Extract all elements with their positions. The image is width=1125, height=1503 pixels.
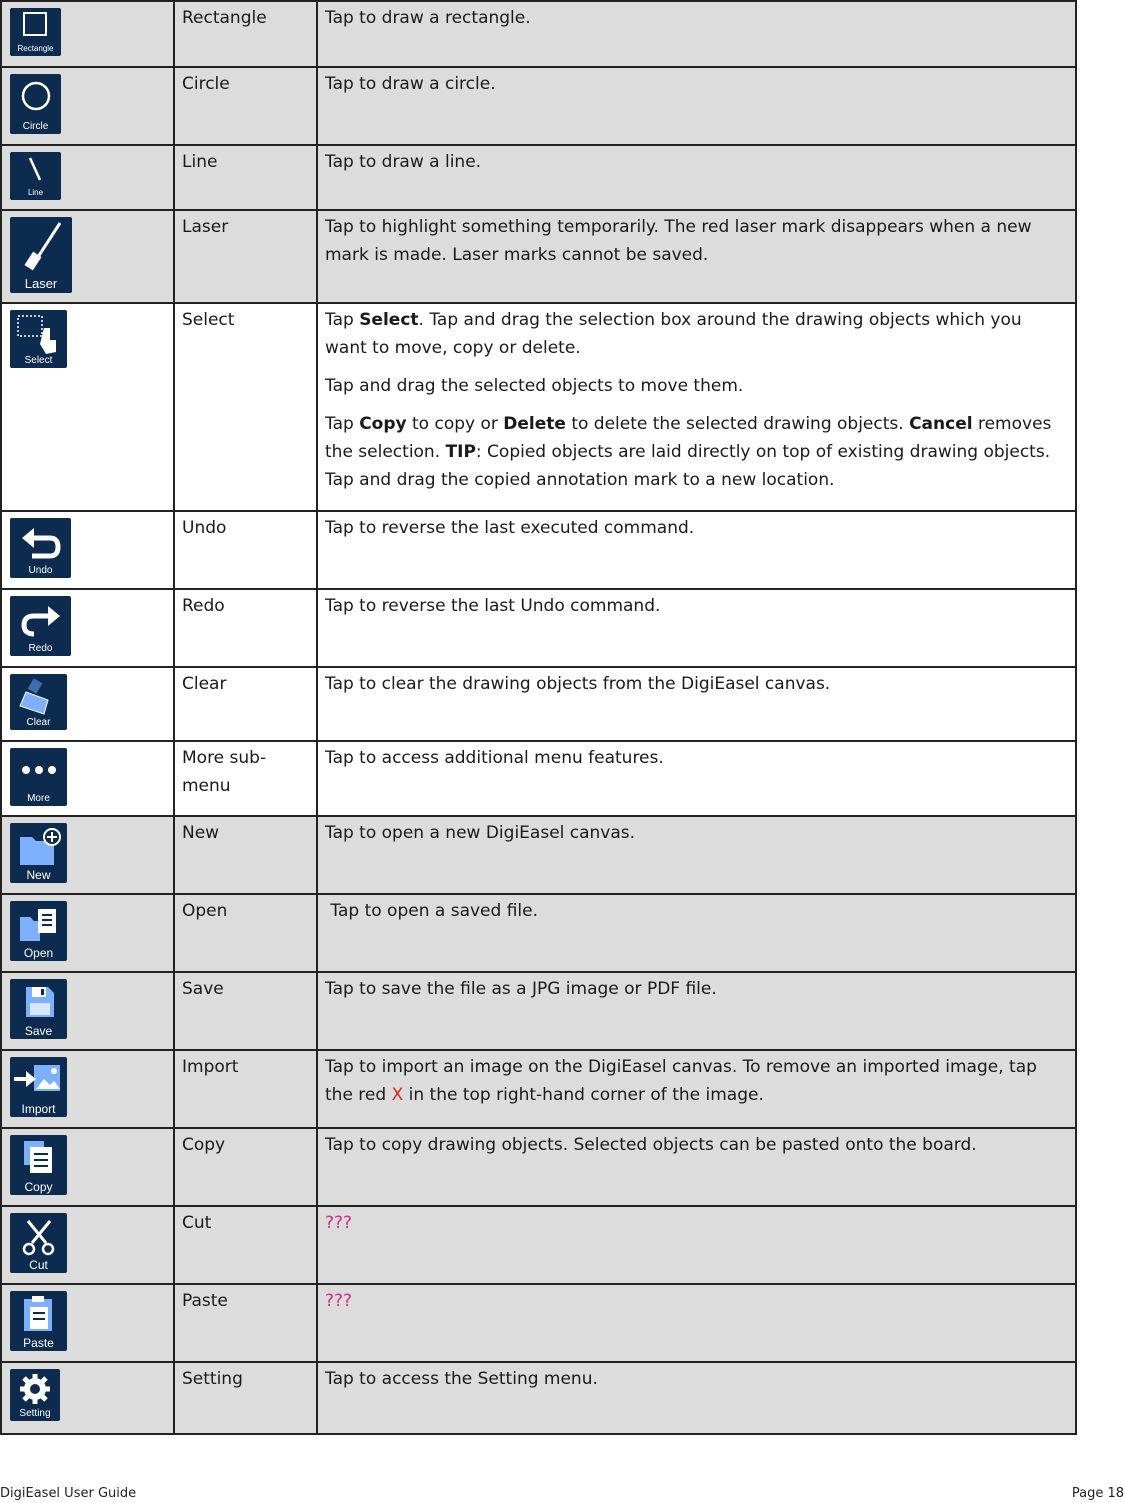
tool-name: Undo [174, 511, 317, 589]
tool-name: Open [174, 894, 317, 972]
table-row [1, 667, 1076, 741]
tool-description: Tap to draw a circle. [317, 67, 1076, 145]
tool-description: Tap to highlight something temporarily. The red laser mark disappears when a new mark is made. Laser marks cannot be saved. [317, 210, 1076, 303]
tool-description: ??? [317, 1284, 1076, 1362]
rectangle-icon: Rectangle [10, 8, 61, 56]
tool-name: More sub-menu [174, 741, 317, 816]
redo-icon: Redo [10, 596, 71, 656]
circle-icon: Circle [10, 74, 61, 134]
table-row [1, 210, 1076, 303]
tool-description: Tap to access the Setting menu. [317, 1362, 1076, 1434]
table-row [1, 972, 1076, 1050]
tool-name: New [174, 816, 317, 894]
clear-icon: Clear [10, 674, 67, 730]
line-icon: Line [10, 152, 61, 200]
tool-description: Tap to save the file as a JPG image or PDF file. [317, 972, 1076, 1050]
tool-name: Line [174, 145, 317, 210]
table-row [1, 511, 1076, 589]
tool-name: Circle [174, 67, 317, 145]
table-row [1, 1, 1076, 67]
tool-name: Paste [174, 1284, 317, 1362]
tool-description: Tap to copy drawing objects. Selected objects can be pasted onto the board. [317, 1128, 1076, 1206]
tool-description: Tap to draw a rectangle. [317, 1, 1076, 67]
open-icon: Open [10, 901, 67, 961]
new-icon: New [10, 823, 67, 883]
tool-name: Redo [174, 589, 317, 667]
save-icon: Save [10, 979, 67, 1039]
table-row [1, 1206, 1076, 1284]
copy-icon: Copy [10, 1135, 67, 1195]
page-number: Page 18 [1071, 1486, 1124, 1501]
paste-icon: Paste [10, 1291, 67, 1351]
tool-description: Tap Select. Tap and drag the selection box around the drawing objects which you want to move, copy or delete. Tap and drag the selected objects to move them. Tap Copy to copy or Delete to delete the selected drawing objects. Cancel removes the selection. TIP: Copied objects are laid directly on top of existing drawing objects. Tap and drag the copied annotation mark to a new location. [317, 303, 1076, 511]
tool-name: Rectangle [174, 1, 317, 67]
tool-description: Tap to open a new DigiEasel canvas. [317, 816, 1076, 894]
table-row [1, 303, 1076, 511]
tool-description: Tap to access additional menu features. [317, 741, 1076, 816]
tool-name: Setting [174, 1362, 317, 1434]
table-row [1, 1284, 1076, 1362]
tool-description: ??? [317, 1206, 1076, 1284]
table-row [1, 145, 1076, 210]
footer-title: DigiEasel User Guide [0, 1486, 137, 1501]
tool-description: Tap to open a saved file. [317, 894, 1076, 972]
cut-icon: Cut [10, 1213, 67, 1273]
select-icon: Select [10, 310, 67, 368]
table-row [1, 1362, 1076, 1434]
tool-name: Clear [174, 667, 317, 741]
table-row [1, 1050, 1076, 1128]
tool-name: Cut [174, 1206, 317, 1284]
tool-name: Import [174, 1050, 317, 1128]
table-row [1, 816, 1076, 894]
import-icon: Import [10, 1057, 67, 1117]
table-row [1, 589, 1076, 667]
setting-icon: Setting [10, 1369, 60, 1421]
more-icon: More [10, 748, 67, 806]
undo-icon: Undo [10, 518, 71, 578]
table-row [1, 741, 1076, 816]
table-row [1, 67, 1076, 145]
tool-description: Tap to import an image on the DigiEasel canvas. To remove an imported image, tap the red X in the top right-hand corner of the image. [317, 1050, 1076, 1128]
table-row [1, 1128, 1076, 1206]
tool-name: Save [174, 972, 317, 1050]
tool-description: Tap to clear the drawing objects from the DigiEasel canvas. [317, 667, 1076, 741]
tool-name: Laser [174, 210, 317, 303]
tool-description: Tap to draw a line. [317, 145, 1076, 210]
table-row [1, 894, 1076, 972]
tool-description: Tap to reverse the last executed command. [317, 511, 1076, 589]
tool-name: Select [174, 303, 317, 511]
tool-name: Copy [174, 1128, 317, 1206]
tool-description: Tap to reverse the last Undo command. [317, 589, 1076, 667]
laser-icon: Laser [10, 217, 72, 293]
